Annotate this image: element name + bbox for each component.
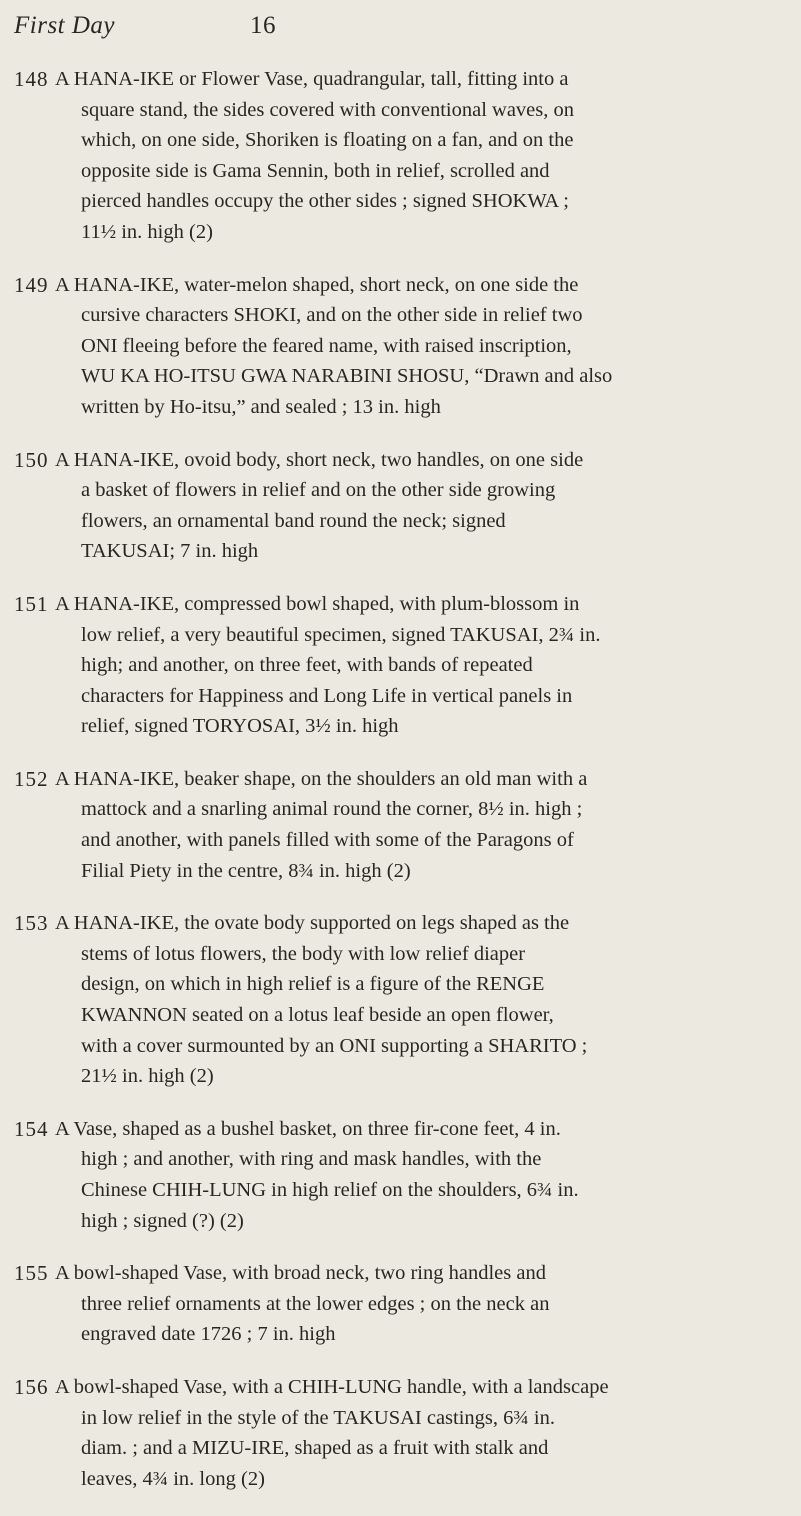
page-number: 16 (250, 12, 276, 39)
lot-description (55, 1114, 783, 1236)
lot-description-line: diam. ; and a MIZU-IRE, shaped as a fruit with stalk and (81, 1437, 549, 1460)
lot-description (55, 64, 783, 248)
lot-description (55, 270, 783, 423)
lot-description (55, 908, 783, 1092)
lot-description-line: engraved date 1726 ; 7 in. high (81, 1323, 336, 1346)
lot-description-line: a basket of flowers in relief and on the other side growing (81, 479, 556, 502)
lot-description (55, 1372, 783, 1494)
lot-number: 148 (14, 67, 49, 91)
lot-description-line: KWANNON seated on a lotus leaf beside an open flower, (81, 1004, 554, 1027)
lot-number: 152 (14, 766, 49, 791)
lot-description-line: A bowl-shaped Vase, with broad neck, two ring handles and (55, 1262, 546, 1285)
lot-description-line: 11½ in. high (2) (81, 220, 213, 243)
lot-description-line: A HANA-IKE, ovoid body, short neck, two handles, on one side (55, 448, 584, 471)
lot-description-line: A Vase, shaped as a bushel basket, on three fir-cone feet, 4 in. (55, 1117, 561, 1140)
lot-entry (0, 764, 801, 886)
lot-description (55, 589, 783, 742)
lot-description-line: A HANA-IKE, beaker shape, on the shoulders an old man with a (55, 767, 588, 790)
lot-description-line: A HANA-IKE, water-melon shaped, short neck, on one side the (55, 273, 579, 296)
lot-description-line: with a cover surmounted by an ONI supporting a SHARITO ; (81, 1034, 588, 1057)
lot-description-line: three relief ornaments at the lower edges ; on the neck an (81, 1292, 550, 1315)
lot-number: 156 (14, 1374, 49, 1399)
lot-description-line: pierced handles occupy the other sides ; signed SHOKWA ; (81, 190, 569, 213)
lot-description (55, 764, 783, 886)
lot-entry (0, 1372, 801, 1494)
lot-entry (0, 270, 801, 423)
lot-description (55, 445, 783, 567)
lot-entry (0, 445, 801, 567)
lot-number: 151 (14, 591, 49, 616)
lot-description-line: 21½ in. high (2) (81, 1065, 214, 1088)
lot-description-line: mattock and a snarling animal round the corner, 8½ in. high ; (81, 798, 583, 821)
lot-description-line: leaves, 4¾ in. long (2) (81, 1467, 265, 1490)
lot-description-line: relief, signed TORYOSAI, 3½ in. high (81, 715, 399, 738)
lot-description-line: high ; signed (?) (2) (81, 1209, 244, 1232)
lot-number: 149 (14, 272, 49, 297)
lot-description-line: Chinese CHIH-LUNG in high relief on the shoulders, 6¾ in. (81, 1179, 579, 1201)
lot-entry (0, 1258, 801, 1350)
lot-description (55, 1258, 783, 1350)
lot-description-line: ONI fleeing before the feared name, with raised inscription, (81, 334, 572, 357)
lot-description-line: A HANA-IKE, the ovate body supported on legs shaped as the (55, 912, 570, 935)
lot-description-line: TAKUSAI; 7 in. high (81, 540, 259, 563)
lot-description-line: which, on one side, Shoriken is floating on a fan, and on the (81, 129, 574, 152)
lot-description-line: cursive characters SHOKI, and on the other side in relief two (81, 304, 583, 327)
lot-description-line: high ; and another, with ring and mask handles, with the (81, 1148, 542, 1171)
lot-entry (0, 1114, 801, 1236)
lot-description-line: written by Ho-itsu,” and sealed ; 13 in. high (81, 395, 441, 418)
lot-number: 150 (14, 447, 49, 472)
lot-description-line: stems of lotus flowers, the body with low relief diaper (81, 942, 526, 965)
lot-description-line: high; and another, on three feet, with bands of repeated (81, 654, 533, 677)
lot-description-line: low relief, a very beautiful specimen, signed TAKUSAI, 2¾ in. (81, 623, 601, 646)
lot-description-line: flowers, an ornamental band round the neck; signed (81, 509, 506, 532)
lot-number: 155 (14, 1261, 49, 1286)
lot-description-line: in low relief in the style of the TAKUSAI castings, 6¾ in. (81, 1406, 555, 1429)
lot-description-line: design, on which in high relief is a figure of the RENGE (81, 973, 545, 996)
lot-description-line: A bowl-shaped Vase, with a CHIH-LUNG handle, with a landscape (55, 1375, 609, 1398)
lot-number: 154 (14, 1116, 49, 1141)
lot-entry (0, 64, 801, 248)
lot-description-line: opposite side is Gama Sennin, both in relief, scrolled and (81, 159, 550, 182)
lot-description-line: square stand, the sides covered with conventional waves, on (81, 98, 575, 121)
lot-description-line: and another, with panels filled with some of the Paragons of (81, 829, 574, 852)
lot-entry (0, 589, 801, 742)
section-title: First Day (14, 12, 116, 39)
lot-description-line: A HANA-IKE or Flower Vase, quadrangular, tall, fitting into a (55, 68, 569, 90)
lot-number: 153 (14, 911, 49, 936)
lot-description-line: WU KA HO-ITSU GWA NARABINI SHOSU, “Drawn and also (81, 365, 613, 388)
lot-description-line: A HANA-IKE, compressed bowl shaped, with plum-blossom in (55, 592, 580, 615)
lot-list (0, 64, 801, 1516)
lot-entry (0, 908, 801, 1092)
running-head (14, 12, 787, 38)
lot-description-line: Filial Piety in the centre, 8¾ in. high (2) (81, 859, 411, 882)
lot-description-line: characters for Happiness and Long Life in vertical panels in (81, 684, 573, 707)
